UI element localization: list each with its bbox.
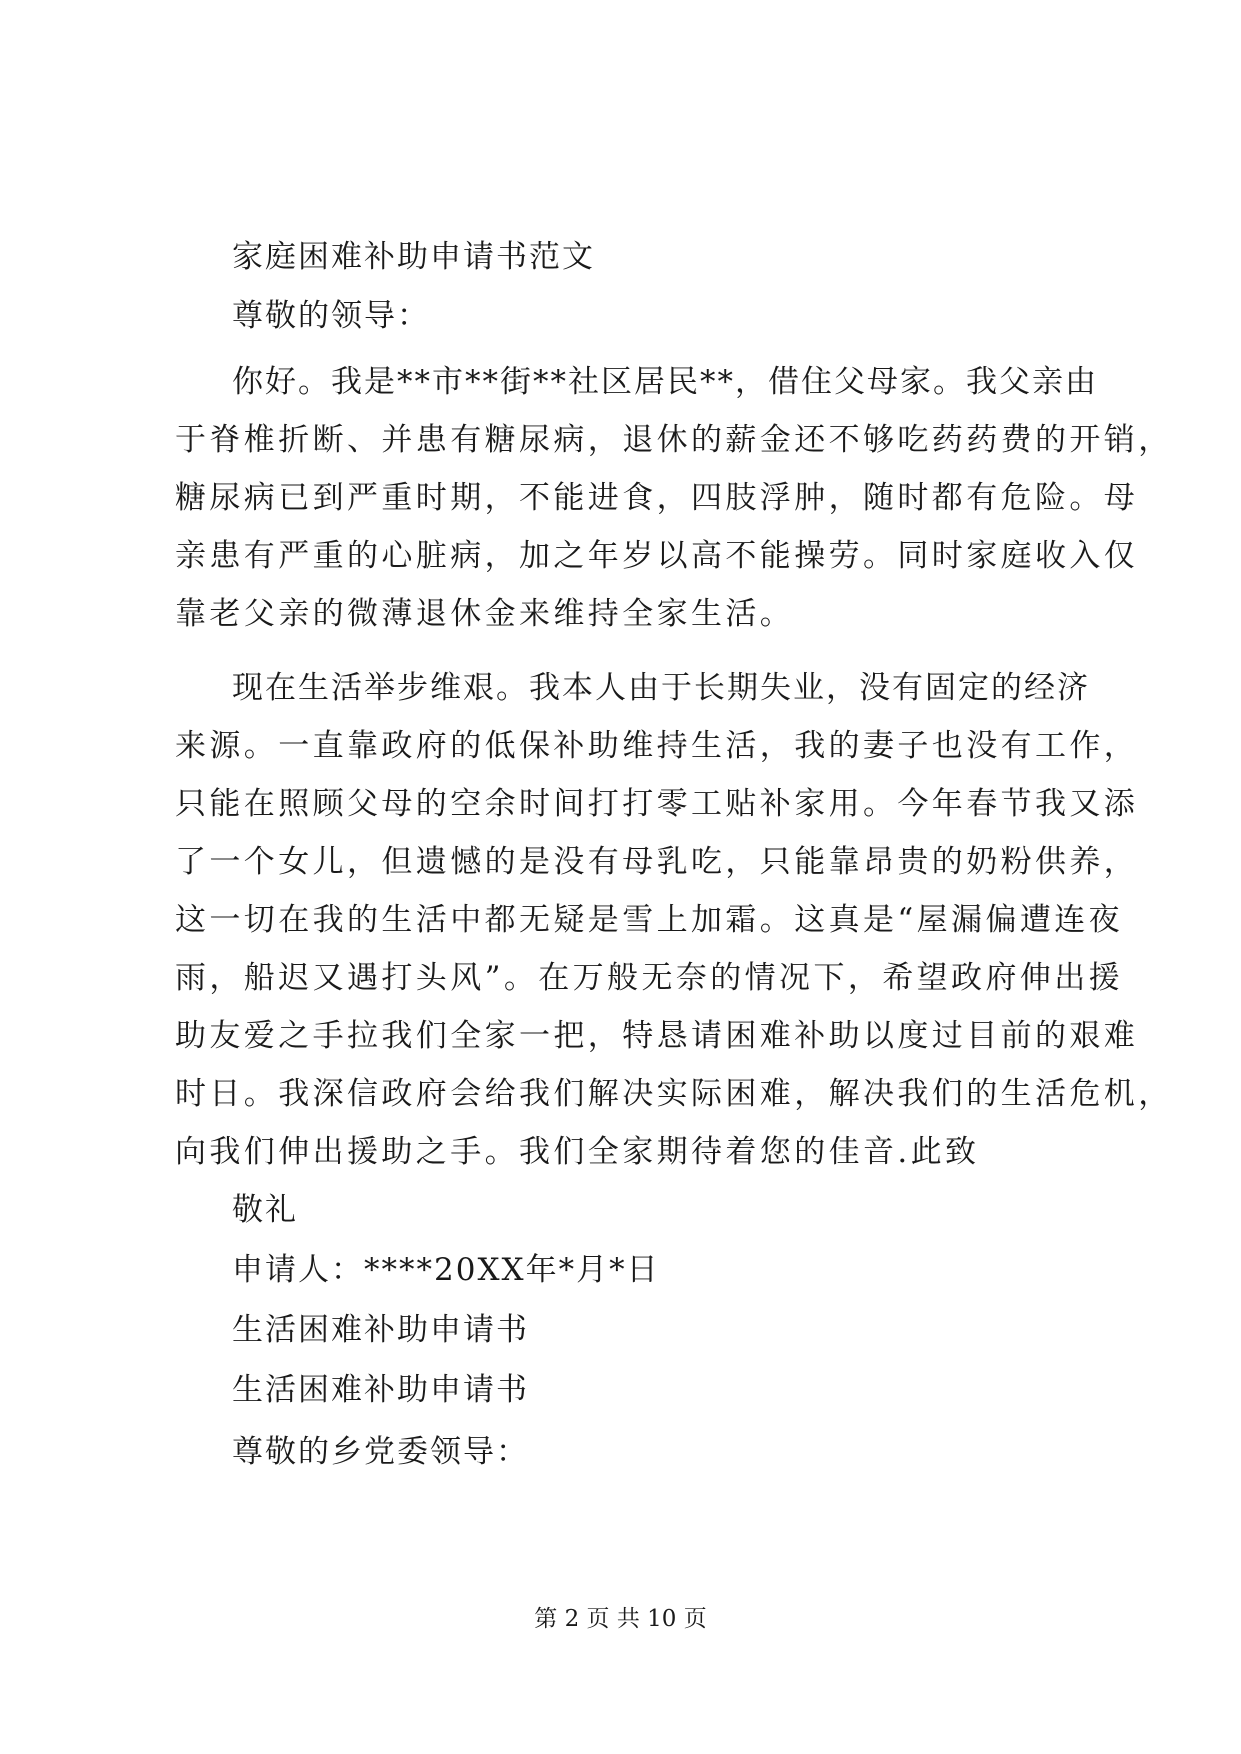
paragraph-line: 这一切在我的生活中都无疑是雪上加霜。这真是“屋漏偏遭连夜 [175,902,1124,938]
section-heading: 生活困难补助申请书 [232,1312,529,1348]
paragraph-line: 时日。我深信政府会给我们解决实际困难，解决我们的生活危机， [175,1076,1173,1112]
paragraph-line: 糖尿病已到严重时期，不能进食，四肢浮肿，随时都有危险。母 [175,480,1139,516]
paragraph-line: 你好。我是**市**街**社区居民**，借住父母家。我父亲由 [232,364,1098,400]
closing: 敬礼 [232,1192,298,1228]
paragraph-line: 了一个女儿，但遗憾的是没有母乳吃，只能靠昂贵的奶粉供养， [175,844,1139,880]
paragraph-line: 靠老父亲的微薄退休金来维持全家生活。 [175,596,795,632]
paragraph-line: 雨，船迟又遇打头风”。在万般无奈的情况下，希望政府伸出援 [175,960,1124,996]
document-title: 家庭困难补助申请书范文 [232,239,595,275]
section-heading: 生活困难补助申请书 [232,1372,529,1408]
page-number-footer: 第 2 页 共 10 页 [534,1606,707,1632]
paragraph-line: 现在生活举步维艰。我本人由于长期失业，没有固定的经济 [232,670,1090,706]
salutation: 尊敬的领导： [232,298,430,334]
paragraph-line: 助友爱之手拉我们全家一把，特恳请困难补助以度过目前的艰难 [175,1018,1139,1054]
applicant-line: 申请人：****20XX年*月*日 [232,1252,660,1288]
salutation-2: 尊敬的乡党委领导： [232,1434,529,1470]
paragraph-line: 亲患有严重的心脏病，加之年岁以高不能操劳。同时家庭收入仅 [175,538,1139,574]
paragraph-line: 来源。一直靠政府的低保补助维持生活，我的妻子也没有工作， [175,728,1139,764]
paragraph-line: 只能在照顾父母的空余时间打打零工贴补家用。今年春节我又添 [175,786,1139,822]
paragraph-line: 向我们伸出援助之手。我们全家期待着您的佳音.此致 [175,1134,980,1170]
paragraph-line: 于脊椎折断、并患有糖尿病，退休的薪金还不够吃药药费的开销， [175,422,1173,458]
